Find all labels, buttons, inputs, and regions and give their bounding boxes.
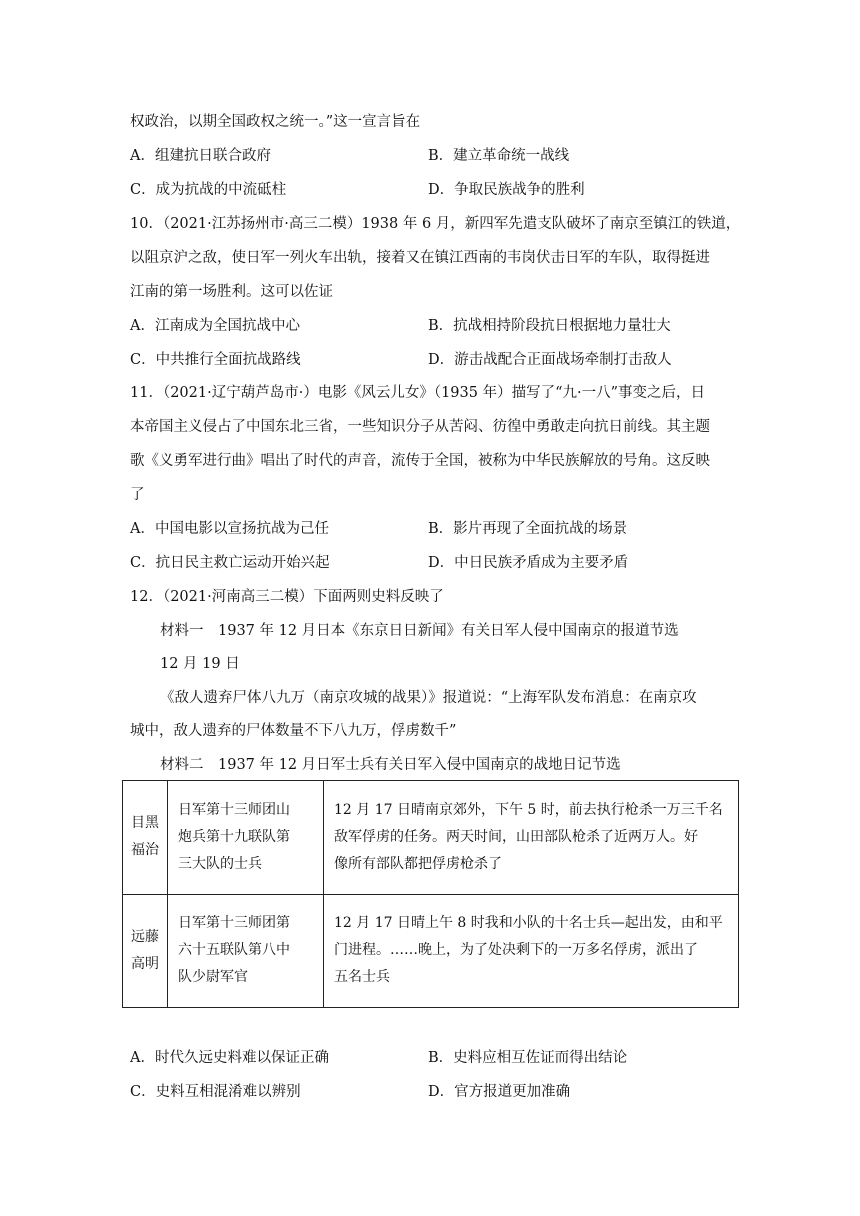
q10-stem-line: 江南的第一场胜利。这可以佐证 [130,284,333,300]
q11-option-a: A．中国电影以宣扬抗战为己任 [130,521,329,537]
q9-option-b: B．建立革命统一战线 [428,148,570,164]
table-cell-unit: 日军第十三师团山 炮兵第十九联队第 三大队的士兵 [168,781,324,895]
table-cell-diary: 12 月 17 日晴南京郊外，下午 5 时，前去执行枪杀一万三千名 敌军俘虏的任务。两天时间，山田部队枪杀了近两万人。好 像所有部队都把俘虏枪杀了 [324,781,739,895]
q11-stem-line: 歌《义勇军进行曲》唱出了时代的声音，流传于全国，被称为中华民族解放的号角。这反映 [130,453,710,469]
q11-option-c: C．抗日民主救亡运动开始兴起 [130,555,330,571]
q10-option-b: B．抗战相持阶段抗日根据地力量壮大 [428,318,671,334]
table-cell-diary: 12 月 17 日晴上午 8 时我和小队的十名士兵—起出发，由和平 门进程。……晚上，为了处决剩下的一万多名俘虏，派出了 五名士兵 [324,894,739,1008]
q11-option-d: D．中日民族矛盾成为主要矛盾 [428,555,629,571]
q12-material1-title: 材料一 1937 年 12 月日本《东京日日新闻》有关日军人侵中国南京的报道节选 [160,623,679,639]
q10-option-d: D．游击战配合正面战场牵制打击敌人 [428,352,672,368]
q12-option-b: B．史料应相互佐证而得出结论 [428,1050,628,1066]
table-cell-unit: 日军第十三师团第 六十五联队第八中 队少尉军官 [168,894,324,1008]
q12-material2-title: 材料二 1937 年 12 月日军士兵有关日军入侵中国南京的战地日记节选 [160,757,621,773]
q12-material1-body: 《敌人遗弃尸体八九万（南京攻城的战果）》报道说：“上海军队发布消息：在南京攻 [160,690,697,706]
q11-stem-line: 本帝国主义侵占了中国东北三省，一些知识分子从苦闷、彷徨中勇敢走向抗日前线。其主题 [130,419,710,435]
q10-option-a: A．江南成为全国抗战中心 [130,318,300,334]
q11-option-b: B．影片再现了全面抗战的场景 [428,521,628,537]
q11-stem-line: 11．（2021·辽宁葫芦岛市·）电影《风云儿女》（1935 年）描写了“九·一八”事变之后，日 [130,385,706,401]
q12-option-a: A．时代久远史料难以保证正确 [130,1050,329,1066]
q12-material1-date: 12 月 19 日 [160,656,240,672]
table-cell-name: 远藤 高明 [123,894,168,1008]
q9-option-d: D．争取民族战争的胜利 [428,182,585,198]
q9-option-c: C．成为抗战的中流砥柱 [130,182,287,198]
q12-material1-body: 城中，敌人遗弃的尸体数量不下八九万，俘虏数千” [130,723,457,739]
q12-stem: 12．（2021·河南高三二模）下面两则史料反映了 [130,589,444,605]
q10-stem-line: 以阻京沪之敌，使日军一列火车出轨，接着又在镇江西南的韦岗伏击日军的车队，取得挺进 [130,250,710,266]
q12-option-d: D．官方报道更加准确 [428,1084,571,1100]
q10-option-c: C．中共推行全面抗战路线 [130,352,301,368]
q10-stem-line: 10．（2021·江苏扬州市·高三二模）1938 年 6 月，新四军先遣支队破坏了南京至镇江的铁道， [130,216,741,232]
q11-stem-line: 了 [130,487,145,503]
diary-table [122,780,739,1008]
q9-stem-tail: 权政治，以期全国政权之统一。”这一宣言旨在 [130,114,421,130]
table-cell-name: 目黑 福治 [123,781,168,895]
q12-option-c: C．史料互相混淆难以辨别 [130,1084,301,1100]
q9-option-a: A．组建抗日联合政府 [130,148,271,164]
table-row [123,781,739,895]
table-row [123,894,739,1008]
